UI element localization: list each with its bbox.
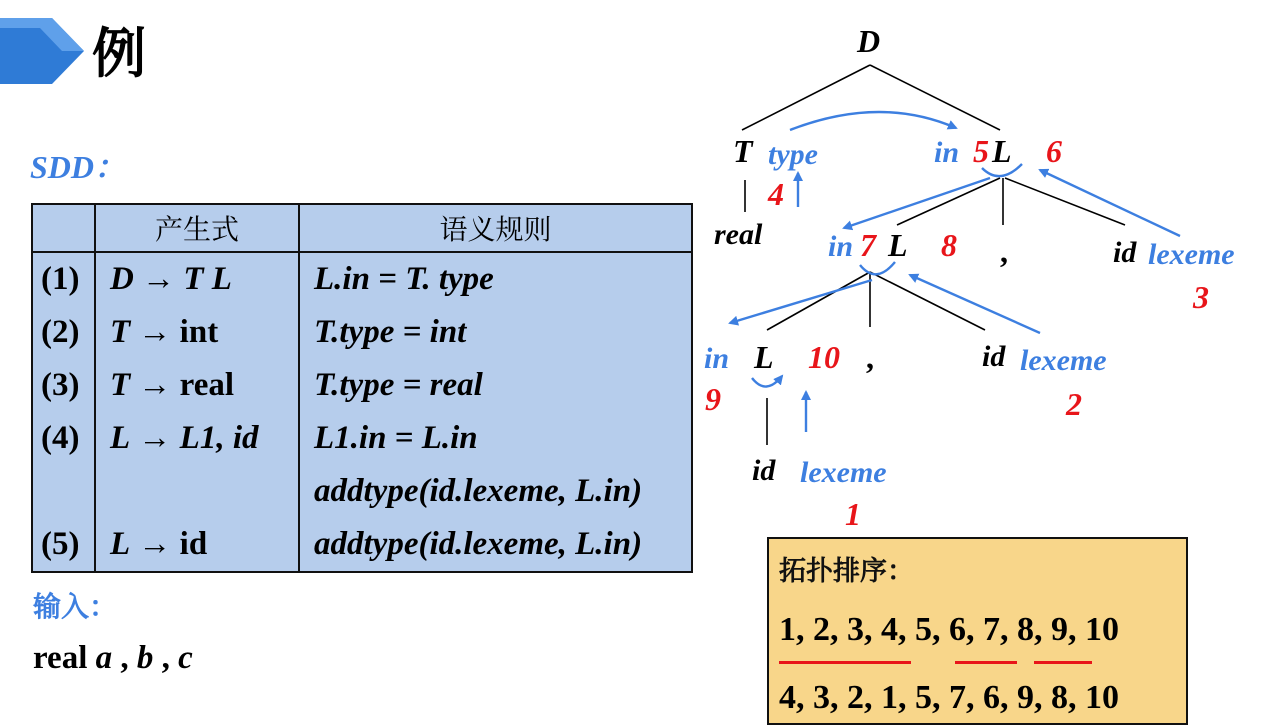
node-L-1: L <box>992 133 1012 169</box>
attr-type: type <box>768 138 818 171</box>
production: L → L1, id <box>95 412 299 465</box>
table-row <box>32 359 692 412</box>
table-header-num <box>32 204 95 252</box>
row-number: (3) <box>32 359 95 412</box>
topological-sort-box <box>767 537 1188 725</box>
order-number: 5 <box>973 133 989 169</box>
dep-curve-L3 <box>752 376 782 387</box>
table-row <box>32 518 692 572</box>
order-number: 9 <box>705 381 721 417</box>
input-string: real a , b , c <box>33 640 193 676</box>
semantic-rule: T.type = real <box>314 367 483 403</box>
node-id-3: id <box>752 454 776 487</box>
node-D: D <box>857 23 881 59</box>
topo-title: 拓扑排序： <box>779 556 914 587</box>
attr-lexeme-1: lexeme <box>1148 238 1235 271</box>
row-number: (4) <box>32 412 95 465</box>
dep-arrow-in-to-in2 <box>844 178 990 228</box>
dep-arrow-lexeme-to-L1 <box>1040 170 1180 236</box>
table-header-row <box>32 204 692 252</box>
dependency-graph <box>690 0 1284 535</box>
attr-lexeme-3: lexeme <box>800 456 887 489</box>
table-header-rule: 语义规则 <box>299 204 692 252</box>
production: T → int <box>95 306 299 359</box>
row-number: (1) <box>32 252 95 306</box>
order-number: 6 <box>1046 133 1062 169</box>
title-banner-arrow <box>0 18 84 84</box>
semantic-rule: L.in = T. type <box>314 261 494 297</box>
topo-sequence-1: 1, 2, 3, 4, 5, 6, 7, 8, 9, 10 <box>779 611 1119 648</box>
order-number: 3 <box>1193 279 1209 315</box>
table-row <box>32 306 692 359</box>
order-number: 2 <box>1066 386 1082 422</box>
attr-in-3: in <box>704 342 730 375</box>
node-L-2: L <box>888 227 908 263</box>
dep-arrow-type-to-in <box>790 112 956 130</box>
node-id-2: id <box>982 340 1006 373</box>
semantic-rule: addtype(id.lexeme, L.in) <box>314 473 643 509</box>
order-number: 1 <box>845 496 861 532</box>
node-comma-1: , <box>1000 233 1008 269</box>
dep-curve-L2 <box>860 262 895 274</box>
production: L → id <box>95 518 299 572</box>
order-number: 8 <box>941 227 957 263</box>
input-label: 输入： <box>33 590 118 623</box>
table-header-production: 产生式 <box>95 204 299 252</box>
attr-lexeme-2: lexeme <box>1020 344 1107 377</box>
semantic-rule: L1.in = L.in <box>314 420 478 456</box>
attr-in-1: in <box>934 136 960 169</box>
node-L-3: L <box>754 339 774 375</box>
sdd-table <box>31 203 693 573</box>
node-id-1: id <box>1113 236 1137 269</box>
order-number: 7 <box>860 227 876 263</box>
row-number <box>32 465 95 518</box>
dep-arrow-in2-to-in3 <box>730 280 872 323</box>
node-T: T <box>733 133 753 169</box>
production <box>95 465 299 518</box>
attr-in-2: in <box>828 230 854 263</box>
row-number: (2) <box>32 306 95 359</box>
node-comma-2: , <box>866 339 874 375</box>
table-row <box>32 252 692 306</box>
production: T → real <box>95 359 299 412</box>
underline-6-7 <box>955 661 1017 664</box>
order-number: 10 <box>808 339 840 375</box>
underline-8-9 <box>1034 661 1092 664</box>
table-row <box>32 465 692 518</box>
semantic-rule: addtype(id.lexeme, L.in) <box>314 526 643 562</box>
underline-1-4 <box>779 661 911 664</box>
sdd-label: SDD： <box>30 149 127 185</box>
row-number: (5) <box>32 518 95 572</box>
topo-sequence-2: 4, 3, 2, 1, 5, 7, 6, 9, 8, 10 <box>779 679 1119 716</box>
page-title: 例 <box>92 22 146 85</box>
semantic-rule: T.type = int <box>314 314 467 350</box>
table-row <box>32 412 692 465</box>
order-number: 4 <box>768 176 784 212</box>
production: D → T L <box>95 252 299 306</box>
node-real: real <box>714 218 763 251</box>
